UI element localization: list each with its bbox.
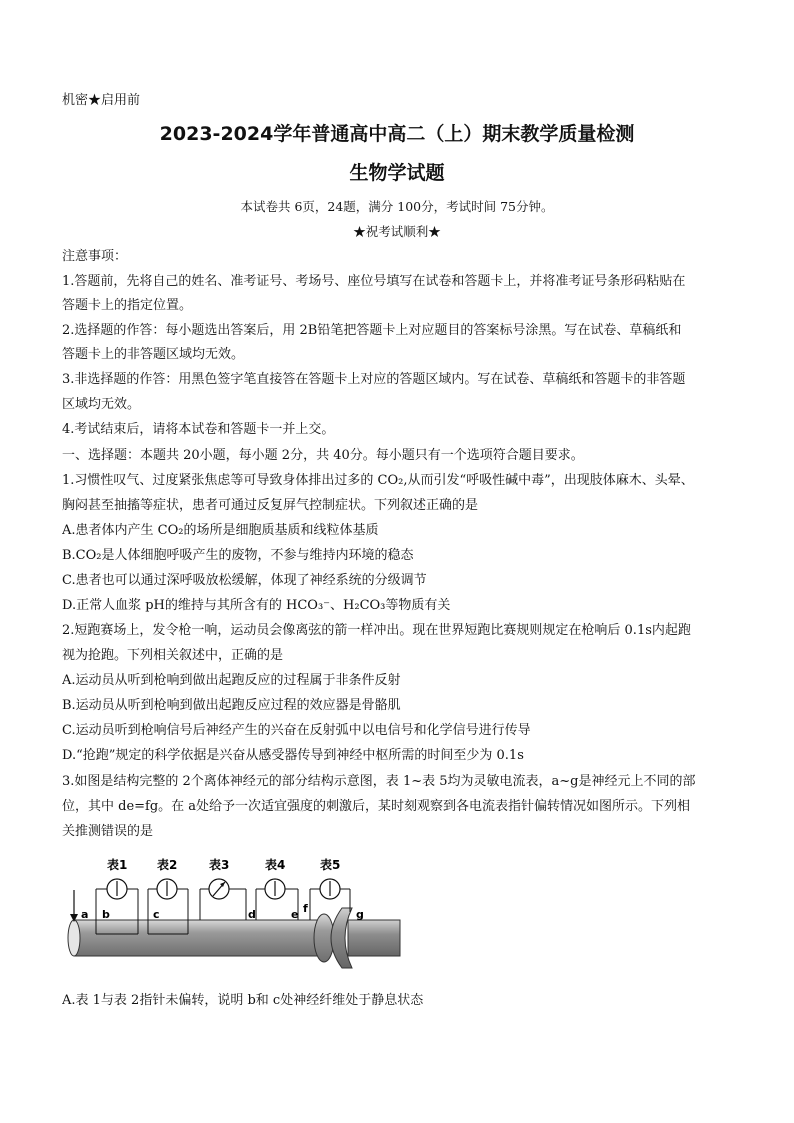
q2-option-d: D.“抢跑”规定的科学依据是兴奋从感受器传导到神经中枢所需的时间至少为 0.1s (62, 748, 524, 763)
exam-info: 本试卷共 6页，24题，满分 100分，考试时间 75分钟。 (240, 199, 554, 214)
point-c-label: c (153, 908, 160, 921)
neuron-diagram (62, 852, 402, 982)
point-a-label: a (81, 908, 89, 921)
q3-stem: 位，其中 de=fg。在 a处给予一次适宜强度的刺激后，某时刻观察到各电流表指针偏转情况如图所示。下列相 (62, 799, 691, 814)
q2-option-a: A.运动员从听到枪响到做出起跑反应的过程属于非条件反射 (62, 673, 401, 688)
point-f-label: f (303, 902, 308, 915)
q1-stem: 1.习惯性叹气、过度紧张焦虑等可导致身体排出过多的 CO₂,从而引发“呼吸性碱中毒”，出现肢体麻木、头晕、 (62, 473, 694, 488)
notice-line: 区域均无效。 (62, 397, 141, 412)
meter-4-label: 表4 (265, 858, 286, 872)
neuron-diagram-svg (62, 852, 402, 982)
exam-title: 2023-2024学年普通高中高二（上）期末教学质量检测 (159, 123, 635, 145)
q2-stem: 视为抢跑。下列相关叙述中，正确的是 (62, 648, 284, 663)
notice-line: 答题卡上的指定位置。 (62, 298, 193, 313)
notice-line: 1.答题前，先将自己的姓名、准考证号、考场号、座位号填写在试卷和答题卡上，并将准考证号条形码粘贴在 (62, 274, 686, 289)
q1-option-d: D.正常人血浆 pH的维持与其所含有的 HCO₃⁻、H₂CO₃等物质有关 (62, 598, 451, 613)
q1-option-c: C.患者也可以通过深呼吸放松缓解，体现了神经系统的分级调节 (62, 573, 427, 588)
section-heading: 一、选择题：本题共 20小题，每小题 2分，共 40分。每小题只有一个选项符合题目要求。 (62, 448, 584, 463)
q2-stem: 2.短跑赛场上，发令枪一响，运动员会像离弦的箭一样冲出。现在世界短跑比赛规则规定在枪响后 0.1s内起跑 (62, 623, 691, 638)
meter-1-label: 表1 (107, 858, 128, 872)
point-b-label: b (102, 908, 110, 921)
point-g-label: g (356, 908, 364, 921)
meter-5-label: 表5 (320, 858, 341, 872)
confidential-mark: 机密★启用前 (62, 93, 141, 108)
meter-2-label: 表2 (157, 858, 178, 872)
q3-option-a: A.表 1与表 2指针未偏转，说明 b和 c处神经纤维处于静息状态 (62, 993, 424, 1008)
notice-heading: 注意事项： (62, 249, 128, 264)
point-d-label: d (248, 908, 256, 921)
first-neuron-fiber (68, 914, 334, 962)
q2-option-c: C.运动员听到枪响信号后神经产生的兴奋在反射弧中以电信号和化学信号进行传导 (62, 723, 531, 738)
notice-line: 3.非选择题的作答：用黑色签字笔直接答在答题卡上对应的答题区域内。写在试卷、草稿纸和答题卡的非答题 (62, 372, 686, 387)
q1-option-b: B.CO₂是人体细胞呼吸产生的废物，不参与维持内环境的稳态 (62, 548, 414, 563)
subject-title: 生物学试题 (349, 162, 445, 184)
q1-stem: 胸闷甚至抽搐等症状，患者可通过反复屏气控制症状。下列叙述正确的是 (62, 498, 479, 513)
q1-option-a: A.患者体内产生 CO₂的场所是细胞质基质和线粒体基质 (62, 523, 379, 538)
exam-wish: ★祝考试顺利★ (353, 224, 441, 239)
meter-3-label: 表3 (209, 858, 230, 872)
q2-option-b: B.运动员从听到枪响到做出起跑反应过程的效应器是骨骼肌 (62, 698, 401, 713)
point-e-label: e (291, 908, 299, 921)
notice-line: 4.考试结束后，请将本试卷和答题卡一并上交。 (62, 422, 335, 437)
q3-stem: 3.如图是结构完整的 2个离体神经元的部分结构示意图，表 1~表 5均为灵敏电流表，a~g是神经元上不同的部 (62, 774, 696, 789)
second-neuron-fiber (331, 908, 400, 968)
notice-line: 2.选择题的作答：每小题选出答案后，用 2B铅笔把答题卡上对应题目的答案标号涂黑。写在试卷、草稿纸和 (62, 323, 682, 338)
meter-3 (200, 879, 246, 920)
q3-stem: 关推测错误的是 (62, 824, 154, 839)
notice-line: 答题卡上的非答题区域均无效。 (62, 347, 245, 362)
